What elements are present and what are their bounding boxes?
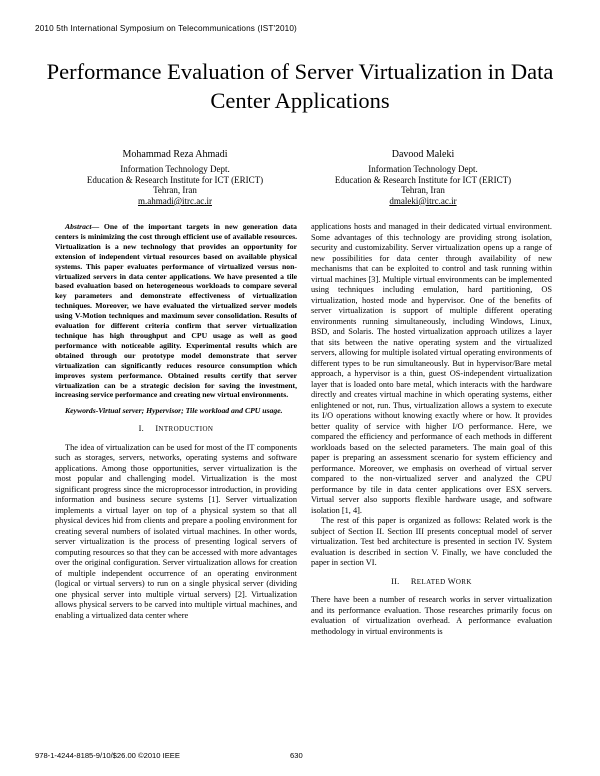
- paper-title: Performance Evaluation of Server Virtualization in Data Center Applications: [46, 59, 554, 113]
- author-block-2: [298, 150, 548, 206]
- body-paragraph: applications hosts and managed in their dedicated virtual environment. Some advantages of this technology are providing strong isolation, security and customizability. Server virtualization opens up a range of new possibilities for data center through availability of new mechanisms that can be exploited to control and task running within virtual machines [3]. Multiple virtual environments can be implemented using techniques including emulation, hard partitioning, OS virtualization, hosted mode and hypervisor. One of the benefits of server virtualization is support of multiple different operating environments running simultaneously, including Windows, Linux, BSD, and Solaris. The hosted virtualization approach utilizes a layer that sits between the native operating system and the virtualized servers, allowing for multiple isolated virtual operating environments of different types to be run simultaneously. But in hypervisor/Bare metal approach, a hypervisor is a thin, guest OS-independent virtualization layer that is loaded onto bare metal, which interacts with the hardware directly and creates virtual machine in which operating systems, either enlightened or not, run. Thus, virtualization allows a system to execute its I/O operations without knowing exactly where or how. It provides better quality of service with higher I/O performance. Here, we compared the efficiency and performance of each methods in different workloads based on the selected parameters. The main goal of this paper is preparing an assessment scenario for system efficiency and performance. Moreover, we emphasis on overhead of virtual server compared to the non-virtualized server and analyzed the CPU performance by tile in data center applications over ESX servers. Virtual server also supports flexible hardware usage, and software isolation [1, 4].: [311, 222, 552, 515]
- footer-isbn: 978-1-4244-8185-9/10/$26.00 ©2010 IEEE: [35, 751, 180, 760]
- author-org: Education & Research Institute for ICT (ERICT): [334, 174, 512, 185]
- author-dept: Information Technology Dept.: [120, 164, 230, 175]
- keywords: Keywords-Virtual server; Hypervisor; Tile workload and CPU usage.: [65, 406, 283, 416]
- section-heading-related-work: II. RELATED WORK: [391, 576, 472, 586]
- author-name: Davood Maleki: [391, 149, 455, 160]
- abstract-label: Abstract—: [65, 222, 100, 231]
- author-email-link[interactable]: dmaleki@itrc.ac.ir: [389, 195, 457, 206]
- right-column: [311, 222, 552, 637]
- author-block-1: [50, 150, 300, 206]
- page-number: 630: [290, 751, 303, 760]
- author-dept: Information Technology Dept.: [368, 164, 478, 175]
- intro-paragraph: The idea of virtualization can be used for most of the IT components such as storages, servers, networks, operating systems and software applications. Among those opportunities, server virtualization is the most popular and challenging model. Virtualization is the most significant progress since the microprocessor introduction, in providing information and business secure systems [1]. Server virtualization implements a virtual layer on top of a physical system so that all physical devices hid from clients and prepare a pooling environment for creating several numbers of isolated virtual machines. In other words, server virtualization is the process of presenting logical servers of computing resources so that they can be accessed with more advantages over the original configuration. Server virtualization allows for creation of multiple independent occurrence of an operating environment (logical or virtual servers) to run on a single physical server (dividing one physical server into multiple virtual servers) [2]. Virtualization allows physical servers to be carved into multiple virtual machines, and enabling a virtualized data center where: [55, 442, 297, 620]
- author-city: Tehran, Iran: [153, 185, 197, 196]
- conference-header: 2010 5th International Symposium on Telecommunications (IST'2010): [35, 24, 297, 33]
- section-heading-introduction: I. INTRODUCTION: [138, 424, 214, 434]
- left-column: [55, 222, 297, 621]
- author-name: Mohammad Reza Ahmadi: [122, 149, 228, 160]
- author-email-link[interactable]: m.ahmadi@itrc.ac.ir: [137, 195, 212, 206]
- author-city: Tehran, Iran: [401, 185, 445, 196]
- author-org: Education & Research Institute for ICT (ERICT): [86, 174, 264, 185]
- related-work-paragraph: There have been a number of research works in server virtualization and its performance evaluation. Those researches primarily focus on evaluation of virtualization overhead. A performance evaluation methodology in virtual environments is: [311, 595, 552, 636]
- abstract: [55, 222, 297, 400]
- abstract-text: One of the important targets in new generation data centers is minimizing the cost through efficient use of available resources. Virtualization is a new technology that provides an opportunity for extension of independent virtual resources based on available physical systems. This paper evaluates performance of virtualized versus non-virtualized servers in data center applications. We have presented a tile based evaluation based on heterogeneous workloads to compare several key parameters and demonstrate effectiveness of virtualization techniques. Moreover, we have evaluated the virtualized server models using V-Motion techniques and maximum sever consolidation. Results of evaluation for different criteria confirm that server virtualization technique has high throughput and CPU usage as well as good performance with noticeable agility. Experimental results which are obtained through our prototype model demonstrate that server virtualization can significantly reduces resource consumption which improves system performance. Obtained results certify that server virtualization can be a strategic decision for saving the investment, increasing service performance and creating new virtual environments.: [55, 222, 297, 400]
- body-paragraph: The rest of this paper is organized as follows: Related work is the subject of Section II. Section III presents conceptual model of server virtualization. Test bed architecture is presented in section IV. System evaluation is described in section V. Finally, we have concluded the paper in section VI.: [311, 516, 552, 567]
